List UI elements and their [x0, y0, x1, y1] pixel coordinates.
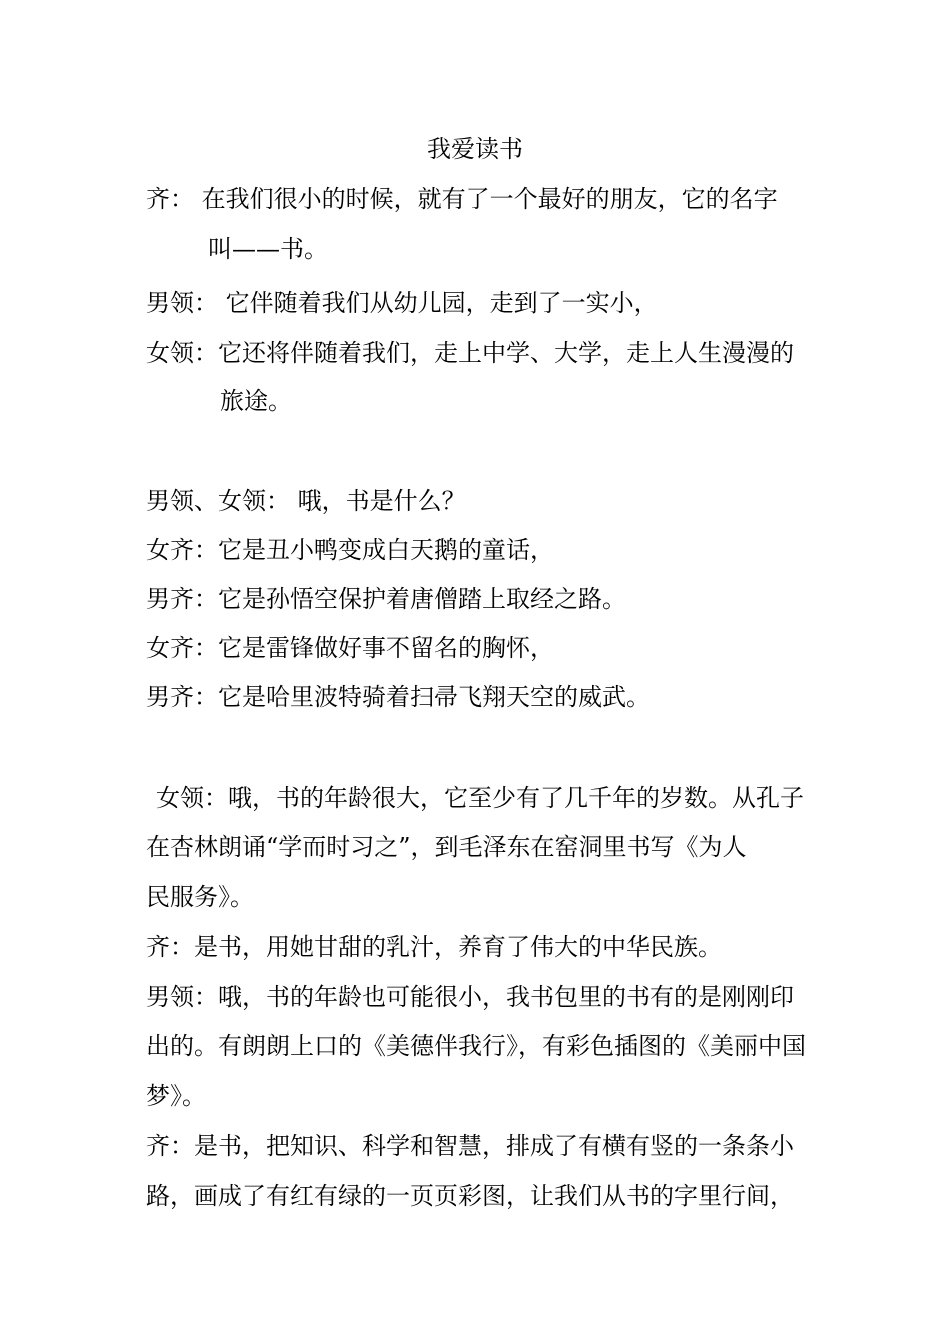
text-line-16: 出的。有朗朗上口的《美德伴我行》，有彩色插图的《美丽中国: [146, 1032, 806, 1060]
text-line-18: 齐：是书，把知识、科学和智慧，排成了有横有竖的一条条小: [146, 1132, 794, 1160]
text-line-15: 男领：哦，书的年龄也可能很小，我书包里的书有的是刚刚印: [146, 983, 794, 1011]
text-line-1: 齐： 在我们很小的时候，就有了一个最好的朋友，它的名字: [146, 185, 778, 213]
text-line-2: 叫——书。: [208, 235, 328, 263]
text-line-11: 女领：哦，书的年龄很大，它至少有了几千年的岁数。从孔子: [156, 784, 804, 812]
text-line-13: 民服务》。: [146, 883, 254, 911]
text-line-5: 旅途。: [220, 387, 292, 415]
text-line-4: 女领：它还将伴随着我们，走上中学、大学，走上人生漫漫的: [146, 339, 794, 367]
text-line-8: 男齐：它是孙悟空保护着唐僧踏上取经之路。: [146, 585, 626, 613]
text-line-17: 梦》。: [146, 1082, 206, 1110]
text-line-14: 齐：是书，用她甘甜的乳汁，养育了伟大的中华民族。: [146, 933, 722, 961]
document-title: 我爱读书: [427, 135, 523, 163]
text-line-3: 男领： 它伴随着我们从幼儿园，走到了一实小，: [146, 289, 658, 317]
text-line-10: 男齐：它是哈里波特骑着扫帚飞翔天空的威武。: [146, 683, 650, 711]
text-line-12: 在杏林朗诵“学而时习之”，到毛泽东在窑洞里书写《为人: [146, 833, 747, 861]
text-line-19: 路，画成了有红有绿的一页页彩图，让我们从书的字里行间，: [146, 1182, 794, 1210]
text-line-9: 女齐：它是雷锋做好事不留名的胸怀，: [146, 634, 554, 662]
text-line-7: 女齐：它是丑小鸭变成白天鹅的童话，: [146, 536, 554, 564]
text-line-6: 男领、女领： 哦，书是什么？: [146, 487, 466, 515]
